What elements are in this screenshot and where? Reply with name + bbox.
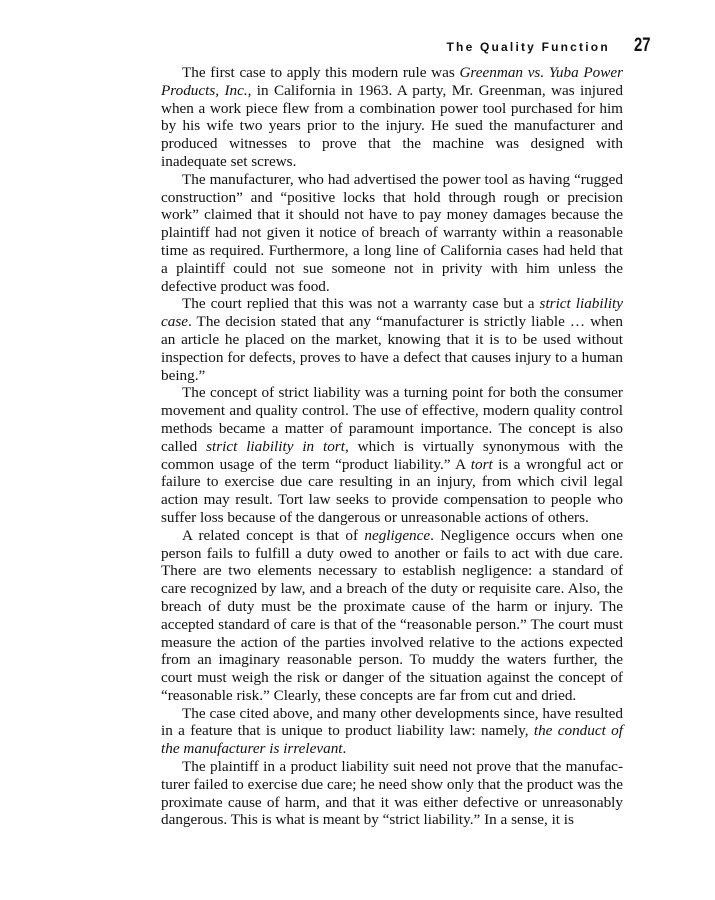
text-segment: A related concept is that of [182,526,365,544]
paragraph-strict-liability-concept [161,384,623,526]
paragraph-plaintiff [161,758,623,829]
paragraph-greenman-case [161,64,623,171]
case-name-italic: Greenman vs. Yuba Power Products, Inc. [161,64,623,99]
running-title: The Quality Function [446,40,610,54]
paragraph-manufacturer-claim [161,171,623,296]
paragraph-case-cited [161,705,623,758]
text-segment: . Negligence occurs when one person fails to fulfill a duty owed to another or fails to act with due care. There are two elements necessary to establish negligence: a standard of care recognized by law, and a breach of the duty or requisite care. Also, the breach of duty must be the proximate cause of the harm or injury. The accepted standard of care is that of the “reasonable person.” The court must measure the action of the parties involved relative to the actions expected from an imaginary reasonable person. To muddy the waters further, the court must weigh the risk or danger of the situation against the concept of “reasonable risk.” Clearly, these concepts are far from cut and dried. [161,526,623,704]
running-header [447,35,655,57]
text-segment: The case cited above, and many other developments since, have resulted in a feature that is unique to product liability law: namely, [161,704,623,740]
text-segment: The concept of strict liability was a turning point for both the consumer movement and quality control. The use of effective, modern quality control methods became a matter of paramount importance. The concept is also called [161,384,623,455]
body-text [161,64,623,829]
page-number: 27 [633,35,651,56]
term-italic: tort [470,455,493,473]
text-segment: The plaintiff in a product liability suit need not prove that the manufacturer failed to exercise due care; he need show only that the product was the proximate cause of harm, and that it was either defective or unreasonably dangerous. This is what is meant by “strict liability.” In a sense, it is [161,758,623,829]
paragraph-negligence [161,527,623,705]
paragraph-court-reply [161,295,623,384]
text-segment: , which is virtually synonymous with the common usage of the term “product liability.” A [161,437,623,473]
phrase-italic: the conduct of the manufacturer is irrelevant [161,722,623,758]
text-segment: is a wrongful act or failure to exercise due care resulting in an injury, from which civil legal action may result. Tort law seeks to provide compensation to people who suffer loss because of the dangerous or unreasonable actions of others. [161,455,623,526]
term-italic: strict liability case [161,295,623,331]
text-segment: . [342,740,347,758]
text-segment: , in California in 1963. A party, Mr. Greenman, was injured when a work piece flew from a combination power tool purchased for him by his wife two years prior to the injury. He sued the manufacturer and produced witnesses to prove that the machine was designed with inadequate set screws. [161,81,623,170]
text-segment: The court replied that this was not a warranty case but a [182,295,540,313]
text-segment: The manufacturer, who had advertised the power tool as having “rugged construction” and “positive locks that hold through rough or precision work” claimed that it should not have to pay money damages because the plaintiff had not given it notice of breach of warranty within a reasonable time as required. Furthermore, a long line of California cases had held that a plaintiff could not sue someone not in privity with him unless the defective product was food. [161,170,623,295]
text-segment: . The decision stated that any “manufacturer is strictly liable … when an article he placed on the market, knowing that it is to be used without inspection for defects, proves to have a defect that causes injury to a human being.” [161,313,623,384]
term-italic: strict liability in tort [206,437,345,455]
text-segment: The first case to apply this modern rule was [182,64,460,81]
term-italic: negligence [364,526,431,544]
